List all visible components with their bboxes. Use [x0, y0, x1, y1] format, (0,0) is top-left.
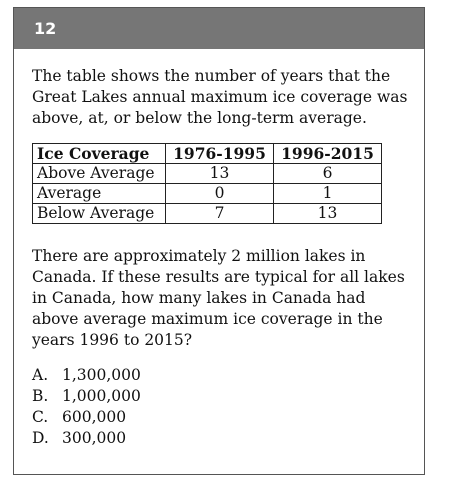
choice-text: 300,000 — [62, 429, 127, 447]
question-number: 12 — [34, 19, 57, 38]
choice-c[interactable] — [32, 407, 410, 428]
table-cell: 6 — [274, 164, 382, 184]
table-header-cell: Ice Coverage — [33, 144, 166, 164]
answer-choices — [32, 365, 410, 449]
choice-letter: B. — [32, 387, 49, 405]
table-header-cell: 1996-2015 — [274, 144, 382, 164]
question-header — [14, 8, 424, 49]
choice-d[interactable] — [32, 428, 410, 449]
ice-coverage-table — [32, 143, 382, 224]
choice-text: 600,000 — [62, 408, 127, 426]
choice-letter: C. — [32, 408, 49, 426]
table-cell: 7 — [166, 204, 274, 224]
choice-b[interactable] — [32, 386, 410, 407]
table-header-row — [33, 144, 382, 164]
choice-letter: A. — [32, 366, 49, 384]
table-cell: Below Average — [33, 204, 166, 224]
table-cell: Average — [33, 184, 166, 204]
table-header-cell: 1976-1995 — [166, 144, 274, 164]
table-row — [33, 164, 382, 184]
intro-text: The table shows the number of years that the Great Lakes annual maximum ice coverage was above, at, or below the long-term average. — [32, 67, 408, 127]
question-card — [13, 7, 425, 475]
table-cell: 13 — [166, 164, 274, 184]
table-cell: Above Average — [33, 164, 166, 184]
choice-text: 1,000,000 — [62, 387, 141, 405]
table-row — [33, 184, 382, 204]
choice-letter: D. — [32, 429, 49, 447]
choice-a[interactable] — [32, 365, 410, 386]
table-cell: 13 — [274, 204, 382, 224]
table-cell: 1 — [274, 184, 382, 204]
choice-text: 1,300,000 — [62, 366, 141, 384]
question-text: There are approximately 2 million lakes in Canada. If these results are typical for all lakes in Canada, how many lakes in Canada had above average maximum ice coverage in the years 1996 to 2015? — [32, 247, 405, 349]
table-cell: 0 — [166, 184, 274, 204]
table-row — [33, 204, 382, 224]
question-body — [14, 66, 424, 449]
